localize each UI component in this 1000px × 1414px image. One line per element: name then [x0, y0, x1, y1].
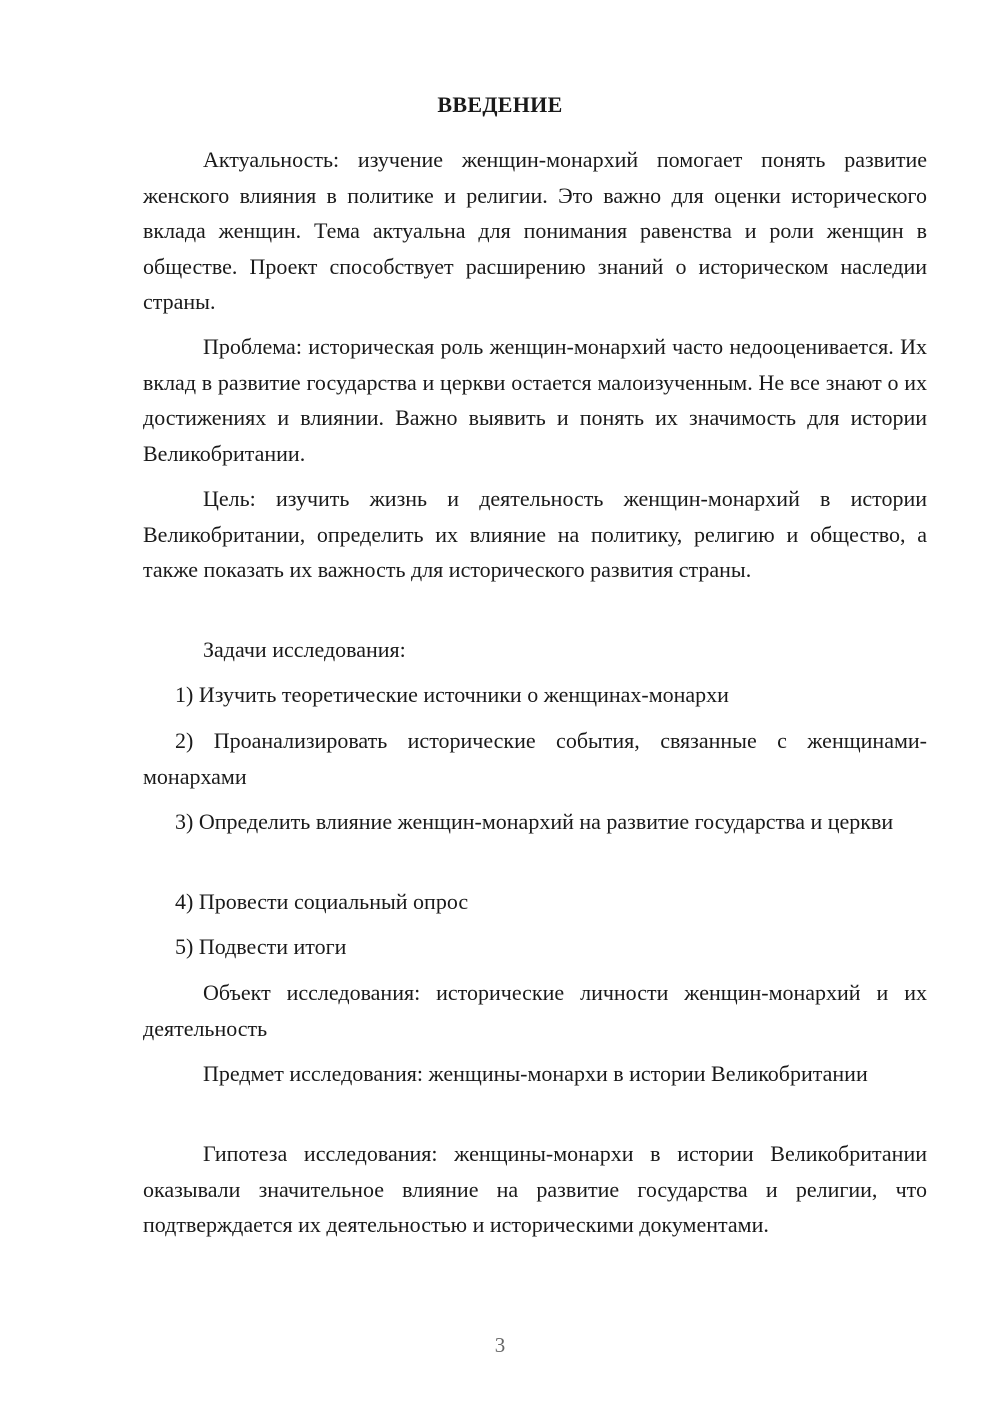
- paragraph-relevance: Актуальность: изучение женщин-монархий помогает понять развитие женского влияния в политике и религии. Это важно для оценки исторического вклада женщин. Тема актуальна для понимания равенства и роли женщин в обществе. Проект способствует расширению знаний о историческом наследии страны.: [143, 147, 927, 314]
- paragraph-goal: Цель: изучить жизнь и деятельность женщин-монархий в истории Великобритании, определить их влияние на политику, религию и общество, а также показать их важность для исторического развития страны.: [143, 486, 927, 582]
- task-item-3: 3) Определить влияние женщин-монархий на развитие государства и церкви: [175, 809, 894, 834]
- task-item-1: 1) Изучить теоретические источники о женщинах-монархи: [175, 682, 729, 707]
- paragraph-problem: Проблема: историческая роль женщин-монархий часто недооценивается. Их вклад в развитие государства и церкви остается малоизученным. Не все знают о их достижениях и влиянии. Важно выявить и понять их значимость для истории Великобритании.: [143, 334, 927, 466]
- tasks-title: Задачи исследования:: [203, 637, 406, 662]
- task-item-2: 2) Проанализировать исторические события, связанные с женщинами-монархами: [143, 728, 927, 789]
- page-number: 3: [494, 1333, 506, 1357]
- task-item-5: 5) Подвести итоги: [175, 934, 347, 959]
- task-item-4: 4) Провести социальный опрос: [175, 889, 469, 914]
- paragraph-object: Объект исследования: исторические личности женщин-монархий и их деятельность: [143, 980, 927, 1041]
- page-title: ВВЕДЕНИЕ: [437, 92, 563, 117]
- paragraph-subject: Предмет исследования: женщины-монархи в истории Великобритании: [203, 1061, 868, 1086]
- paragraph-hypothesis: Гипотеза исследования: женщины-монархи в истории Великобритании оказывали значительное влияние на развитие государства и религии, что подтверждается их деятельностью и историческими документами.: [143, 1141, 927, 1237]
